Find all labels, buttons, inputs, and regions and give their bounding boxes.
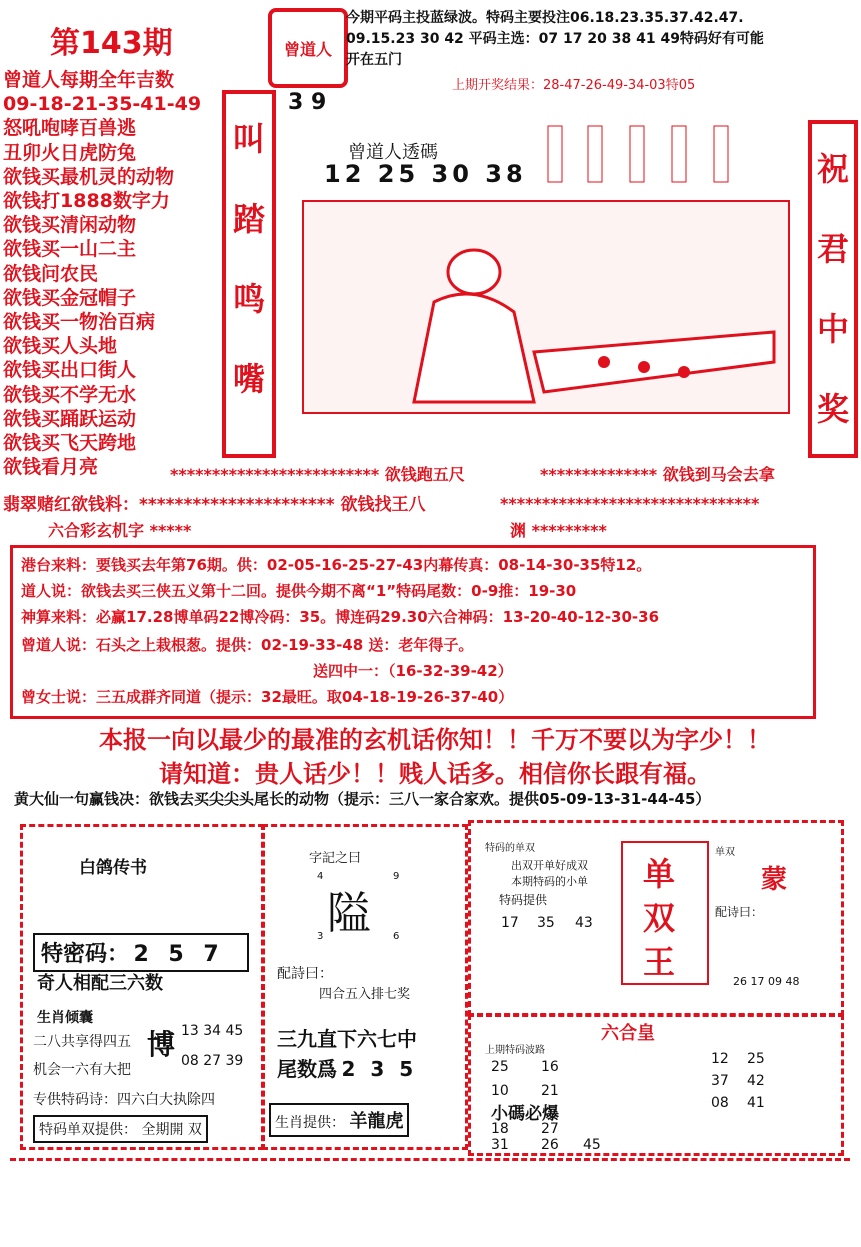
info-line-2: 道人说：欲钱去买三侠五义第十二回。提供今期不离“1”特码尾数：0-9推：19-30 (21, 582, 577, 600)
zodiac-provide-label: 生肖提供： (275, 1115, 345, 1131)
panel-right-line-2: 本期特码的小单 (511, 875, 588, 888)
zodiac-line-1: 二八共享得四五 (33, 1034, 131, 1050)
star-line-1b: ************** 欲钱到马会去拿 (540, 465, 775, 484)
single-double-value: 全期開 双 (141, 1122, 202, 1138)
star-line-2a: 翡翠赌红欲钱料：********************** 欲钱找王八 (3, 495, 426, 515)
provide-num: 17 (501, 915, 519, 931)
big-char-box (621, 841, 709, 985)
figure-illustration (304, 202, 788, 412)
riddle-char: 隘 (327, 888, 371, 939)
panel-right-top (468, 820, 844, 1016)
left-list-item: 欲钱买飞天跨地 (3, 432, 137, 455)
exclusive-poem: 专供特码诗：四六白大执除四 (33, 1092, 215, 1108)
left-list-item: 欲钱看月亮 (3, 456, 99, 479)
poem-label: 配诗曰： (715, 905, 764, 919)
provide-label: 特码提供 (499, 893, 548, 907)
issue-number: 第143期 (50, 26, 173, 61)
big-char: 单 (643, 855, 676, 893)
lottery-num: 10 (491, 1083, 509, 1099)
tail-label: 尾数爲 (277, 1057, 337, 1081)
right-scroll-char: 君 (816, 230, 849, 268)
pair-text: 四合五入排七奖 (319, 987, 411, 1002)
panel-left (20, 824, 264, 1150)
lottery-num: 31 (491, 1137, 509, 1153)
small-label: 小碼必爆 (491, 1104, 559, 1124)
left-scroll-char: 嘴 (232, 360, 265, 398)
left-list-item: 欲钱买最机灵的动物 (3, 165, 175, 188)
single-double-label: 特码单双提供： (39, 1122, 137, 1138)
zodiac-provide-value: 羊龍虎 (349, 1111, 404, 1132)
lottery-num: 27 (541, 1121, 559, 1137)
info-box (10, 545, 816, 719)
left-list-item: 欲钱买出口街人 (3, 359, 137, 382)
right-scroll-char: 祝 (816, 150, 849, 188)
picture-top-left: 3 9 (288, 90, 327, 115)
star-line-3b: 渊 ********* (510, 521, 607, 540)
right-sub-title: 单双 (715, 847, 735, 858)
right-char: 蒙 (761, 865, 788, 895)
big-char: 双 (643, 899, 676, 937)
mid-line-1: 三九直下六七中 (277, 1027, 417, 1051)
lottery-title: 六合皇 (601, 1023, 655, 1044)
left-list (3, 68, 223, 479)
star-line-2b: ******************************* (500, 494, 760, 513)
panel-right-bottom (468, 1014, 844, 1156)
lottery-label: 上期特码波路 (485, 1045, 545, 1056)
lottery-num: 21 (541, 1083, 559, 1099)
zodiac-line-2: 机会一六有大把 (33, 1062, 131, 1078)
lottery-num: 18 (491, 1121, 509, 1137)
lottery-right-num: 42 (747, 1073, 765, 1089)
notice-block (346, 8, 846, 71)
zodiac-label: 生肖倾囊 (37, 1010, 93, 1026)
provide-num: 35 (537, 915, 555, 931)
lottery-num: 45 (583, 1137, 601, 1153)
left-list-numbers: 09-18-21-35-41-49 (3, 93, 202, 116)
lottery-right-num: 41 (747, 1095, 765, 1111)
bo-nums-2: 08 27 39 (181, 1053, 244, 1069)
info-line-5: 送四中一：（16-32-39-42） (313, 662, 513, 680)
left-scroll-char: 叫 (232, 120, 265, 158)
bottom-divider (10, 1158, 850, 1161)
lottery-right-num: 08 (711, 1095, 729, 1111)
pair-label: 配詩曰： (277, 966, 333, 982)
left-list-item: 丑卯火日虎防兔 (3, 141, 137, 164)
star-line-3a: 六合彩玄机字 ***** (48, 521, 192, 540)
picture-top-text: 曾道人透碼 (348, 142, 438, 163)
lottery-num: 16 (541, 1059, 559, 1075)
picture-columns (538, 120, 798, 190)
lottery-num: 25 (491, 1059, 509, 1075)
right-scroll (808, 120, 858, 458)
star-line-1a: ************************* 欲钱跑五尺 (170, 465, 465, 484)
lottery-num: 26 (541, 1137, 559, 1153)
panel-right-title: 特码的单双 (485, 843, 535, 854)
tip-line: 黄大仙一句赢钱决：欲钱去买尖尖头尾长的动物（提示：三八一家合家欢。提供05-09-13-31-44-45） (14, 790, 711, 808)
left-scroll-char: 踏 (232, 200, 265, 238)
left-list-item: 欲钱买人头地 (3, 335, 118, 358)
right-scroll-char: 中 (816, 310, 849, 348)
tail-value: 2 3 5 (341, 1057, 418, 1081)
bo-nums-1: 13 34 45 (181, 1023, 244, 1039)
left-list-item: 怒吼咆哮百兽逃 (3, 117, 137, 140)
left-list-item: 欲钱问农民 (3, 262, 99, 285)
special-label: 特密码： (41, 942, 130, 967)
corner-num: 6 (393, 931, 400, 942)
left-list-item: 欲钱买一山二主 (3, 238, 137, 261)
bo-char: 博 (147, 1028, 176, 1061)
notice-line-2: 09.15.23 30 42 平码主选：07 17 20 38 41 49特码好有可能 (346, 31, 764, 47)
left-list-title: 曾道人每期全年吉数 (3, 69, 175, 91)
corner-num: 4 (317, 871, 324, 882)
big-char: 王 (643, 943, 676, 981)
panel-mid-title: 字記之曰 (309, 851, 362, 866)
bottom-nums: 26 17 09 48 (733, 975, 800, 988)
slogan-2: 请知道：贵人话少！！贱人话多。相信你长跟有福。 (159, 759, 711, 788)
left-list-item: 欲钱买踊跃运动 (3, 407, 137, 430)
left-list-item: 欲钱打1888数字力 (3, 190, 170, 213)
brand-logo (268, 8, 348, 88)
lottery-right-num: 37 (711, 1073, 729, 1089)
logo-text: 曾道人 (283, 39, 332, 59)
special-phrase: 奇人相配三六数 (37, 973, 163, 994)
left-list-item: 欲钱买清闲动物 (3, 214, 137, 237)
picture-numbers: 12 25 30 38 (324, 160, 527, 188)
corner-num: 3 (317, 931, 324, 942)
notice-line-1: 今期平码主投蓝绿波。特码主要投注06.18.23.35.37.42.47. (346, 10, 744, 26)
lottery-right-num: 25 (747, 1051, 765, 1067)
special-nums: 2 5 7 (133, 942, 225, 967)
left-list-item: 欲钱买不学无水 (3, 383, 137, 406)
slogan-1: 本报一向以最少的最准的玄机话你知！！千万不要以为字少！！ (99, 725, 771, 754)
info-line-6: 曾女士说：三五成群齐同道（提示：32最旺。取04-18-19-26-37-40） (21, 688, 514, 706)
panel-right-line-1: 出双开单好成双 (511, 859, 588, 872)
info-line-3: 神算来料：必赢17.28博单码22博冷码：35。博连码29.30六合神码：13-20-40-12-30-36 (21, 608, 660, 626)
provide-num: 43 (575, 915, 593, 931)
lottery-right-num: 12 (711, 1051, 729, 1067)
panel-middle (262, 824, 468, 1150)
panel-left-title: 白鸽传书 (79, 858, 147, 878)
info-line-4: 曾道人说：石头之上栽根葱。提供：02-19-33-48 送：老年得子。 (21, 636, 474, 654)
illustration-frame (302, 200, 790, 414)
left-list-item: 欲钱买一物治百病 (3, 311, 156, 334)
corner-num: 9 (393, 871, 400, 882)
info-line-1: 港台来料：要钱买去年第76期。供：02-05-16-25-27-43内幕传真：08-14-30-35特12。 (21, 556, 652, 574)
notice-line-3: 开在五门 (346, 52, 402, 68)
last-result: 上期开奖结果：28-47-26-49-34-03特05 (452, 78, 696, 93)
left-list-item: 欲钱买金冠帽子 (3, 286, 137, 309)
right-scroll-char: 奖 (816, 390, 849, 428)
left-scroll-char: 鸣 (232, 280, 265, 318)
